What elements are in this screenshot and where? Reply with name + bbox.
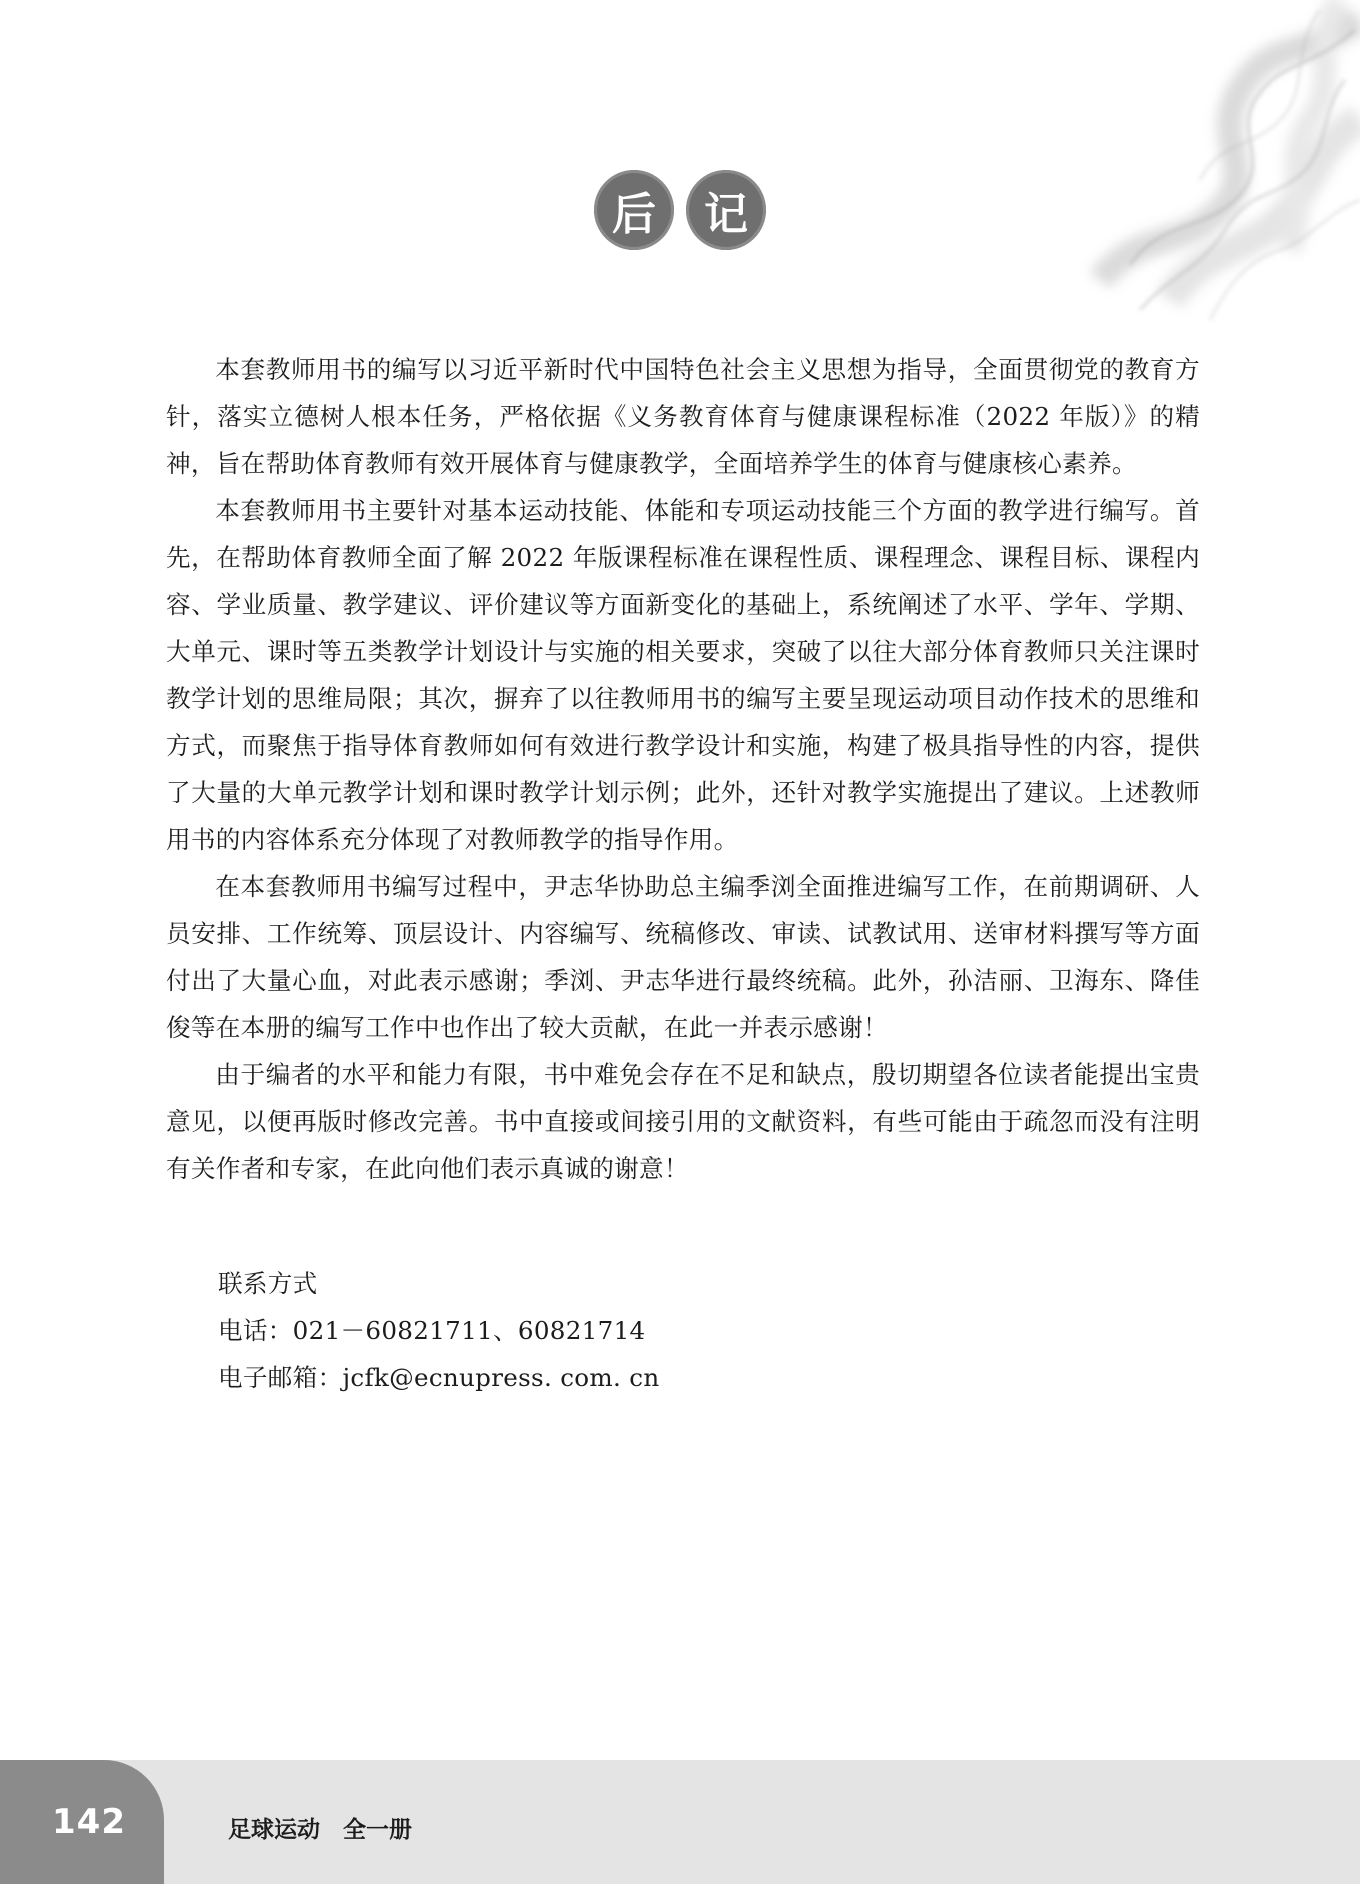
contact-heading: 联系方式 [218,1269,318,1298]
title-char-1: 后 [594,170,674,250]
page-number: 142 [52,1802,126,1842]
contact-info [218,1260,659,1401]
body-text [166,346,1200,1192]
contact-phone: 电话：021－60821711、60821714 [218,1316,646,1345]
paragraph-2: 本套教师用书主要针对基本运动技能、体能和专项运动技能三个方面的教学进行编写。首先，在帮助体育教师全面了解 2022 年版课程标准在课程性质、课程理念、课程目标、课程内容、学业质量、教学建议、评价建议等方面新变化的基础上，系统阐述了水平、学年、学期、大单元、课时等五类教学计划设计与实施的相关要求，突破了以往大部分体育教师只关注课时教学计划的思维局限；其次，摒弃了以往教师用书的编写主要呈现运动项目动作技术的思维和方式，而聚焦于指导体育教师如何有效进行教学设计和实施，构建了极具指导性的内容，提供了大量的大单元教学计划和课时教学计划示例；此外，还针对教学实施提出了建议。上述教师用书的内容体系充分体现了对教师教学的指导作用。 [166,496,1200,854]
paragraph-4: 由于编者的水平和能力有限，书中难免会存在不足和缺点，殷切期望各位读者能提出宝贵意见，以便再版时修改完善。书中直接或间接引用的文献资料，有些可能由于疏忽而没有注明有关作者和专家，在此向他们表示真诚的谢意！ [166,1060,1200,1183]
paragraph-3: 在本套教师用书编写过程中，尹志华协助总主编季浏全面推进编写工作，在前期调研、人员安排、工作统筹、顶层设计、内容编写、统稿修改、审读、试教试用、送审材料撰写等方面付出了大量心血，对此表示感谢；季浏、尹志华进行最终统稿。此外，孙洁丽、卫海东、降佳俊等在本册的编写工作中也作出了较大贡献，在此一并表示感谢！ [166,872,1200,1042]
paragraph-1: 本套教师用书的编写以习近平新时代中国特色社会主义思想为指导，全面贯彻党的教育方针，落实立德树人根本任务，严格依据《义务教育体育与健康课程标准（2022 年版）》的精神，旨在帮助体育教师有效开展体育与健康教学，全面培养学生的体育与健康核心素养。 [166,355,1200,478]
page-footer [0,1760,1360,1884]
title-char-2: 记 [686,170,766,250]
page-number-tab [0,1760,164,1884]
page-title [0,170,1360,250]
contact-email: 电子邮箱：jcfk@ecnupress. com. cn [218,1363,660,1392]
book-title: 足球运动 全一册 [228,1817,412,1843]
